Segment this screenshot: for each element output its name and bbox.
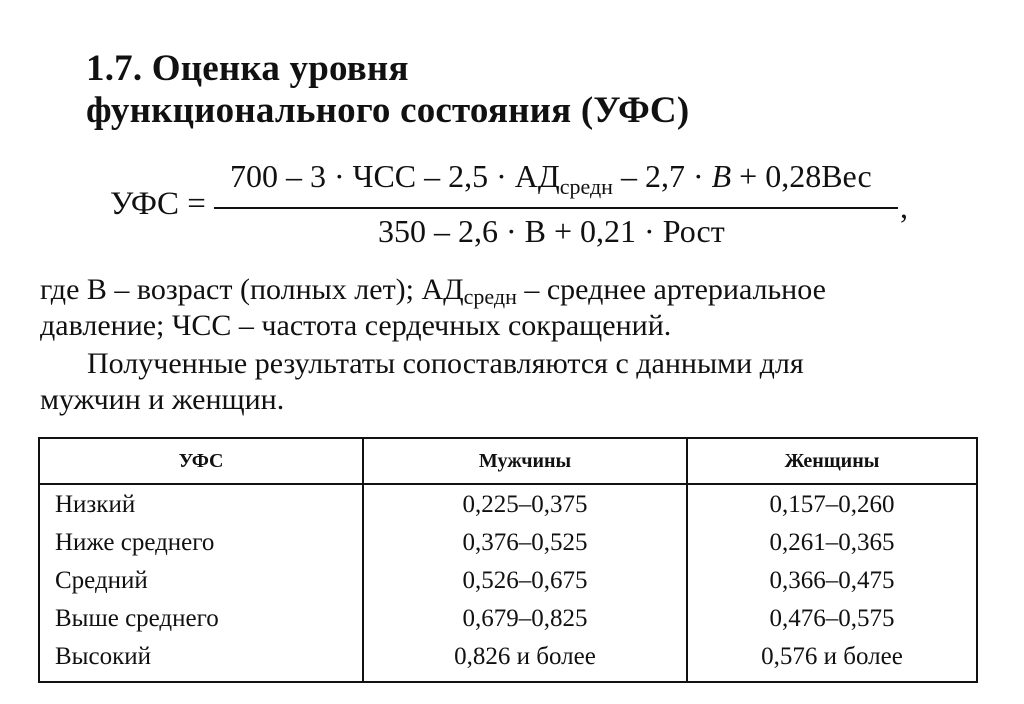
header-ufs: УФС bbox=[178, 450, 224, 472]
numerator-part-1: 700 – 3 · ЧСС – 2,5 · АД bbox=[230, 158, 560, 194]
formula-comma: , bbox=[900, 189, 908, 225]
heading-line-1: 1.7. Оценка уровня bbox=[86, 48, 409, 89]
men-value: 0,225–0,375 bbox=[462, 491, 588, 518]
men-value: 0,526–0,675 bbox=[462, 567, 588, 594]
table-header-row bbox=[40, 439, 976, 485]
ufs-table bbox=[38, 437, 978, 683]
table-row bbox=[40, 529, 976, 567]
formula-numerator bbox=[230, 158, 872, 199]
p1-text-a: где В – возраст (полных лет); АД bbox=[40, 273, 464, 306]
paragraph-line-1 bbox=[40, 272, 980, 310]
table-row bbox=[40, 605, 976, 643]
row-label: Средний bbox=[55, 567, 148, 594]
women-value: 0,366–0,475 bbox=[769, 567, 895, 594]
women-value: 0,476–0,575 bbox=[769, 605, 895, 632]
men-value: 0,826 и более bbox=[454, 643, 596, 670]
men-value: 0,679–0,825 bbox=[462, 605, 588, 632]
women-value: 0,261–0,365 bbox=[769, 529, 895, 556]
numerator-subscript: средн bbox=[559, 174, 613, 199]
paragraph-line-2: давление; ЧСС – частота сердечных сокращений. bbox=[40, 309, 672, 342]
row-label: Низкий bbox=[55, 491, 136, 518]
header-men: Мужчины bbox=[478, 450, 572, 472]
header-women: Женщины bbox=[784, 450, 880, 472]
formula-lhs: УФС = bbox=[110, 186, 206, 222]
formula-denominator: 350 – 2,6 · В + 0,21 · Рост bbox=[378, 213, 725, 249]
paragraph-line-4: мужчин и женщин. bbox=[40, 383, 285, 416]
table-row bbox=[40, 491, 976, 529]
numerator-part-2: – 2,7 · bbox=[612, 158, 712, 194]
row-label: Ниже среднего bbox=[55, 529, 215, 556]
row-label: Выше среднего bbox=[55, 605, 219, 632]
heading-line-2: функционального состояния (УФС) bbox=[86, 90, 690, 131]
fraction-bar bbox=[214, 207, 898, 209]
p1-subscript: средн bbox=[463, 284, 517, 309]
women-value: 0,157–0,260 bbox=[769, 491, 895, 518]
women-value: 0,576 и более bbox=[761, 643, 903, 670]
p1-text-b: – среднее артериальное bbox=[516, 273, 826, 306]
men-value: 0,376–0,525 bbox=[462, 529, 588, 556]
section-heading bbox=[86, 48, 689, 132]
paragraph-line-3: Полученные результаты сопоставляются с данными для bbox=[87, 347, 804, 380]
numerator-part-3: + 0,28Вес bbox=[731, 158, 872, 194]
table-row bbox=[40, 567, 976, 605]
numerator-variable: В bbox=[711, 158, 732, 194]
row-label: Высокий bbox=[55, 643, 151, 670]
table-row bbox=[40, 643, 976, 681]
